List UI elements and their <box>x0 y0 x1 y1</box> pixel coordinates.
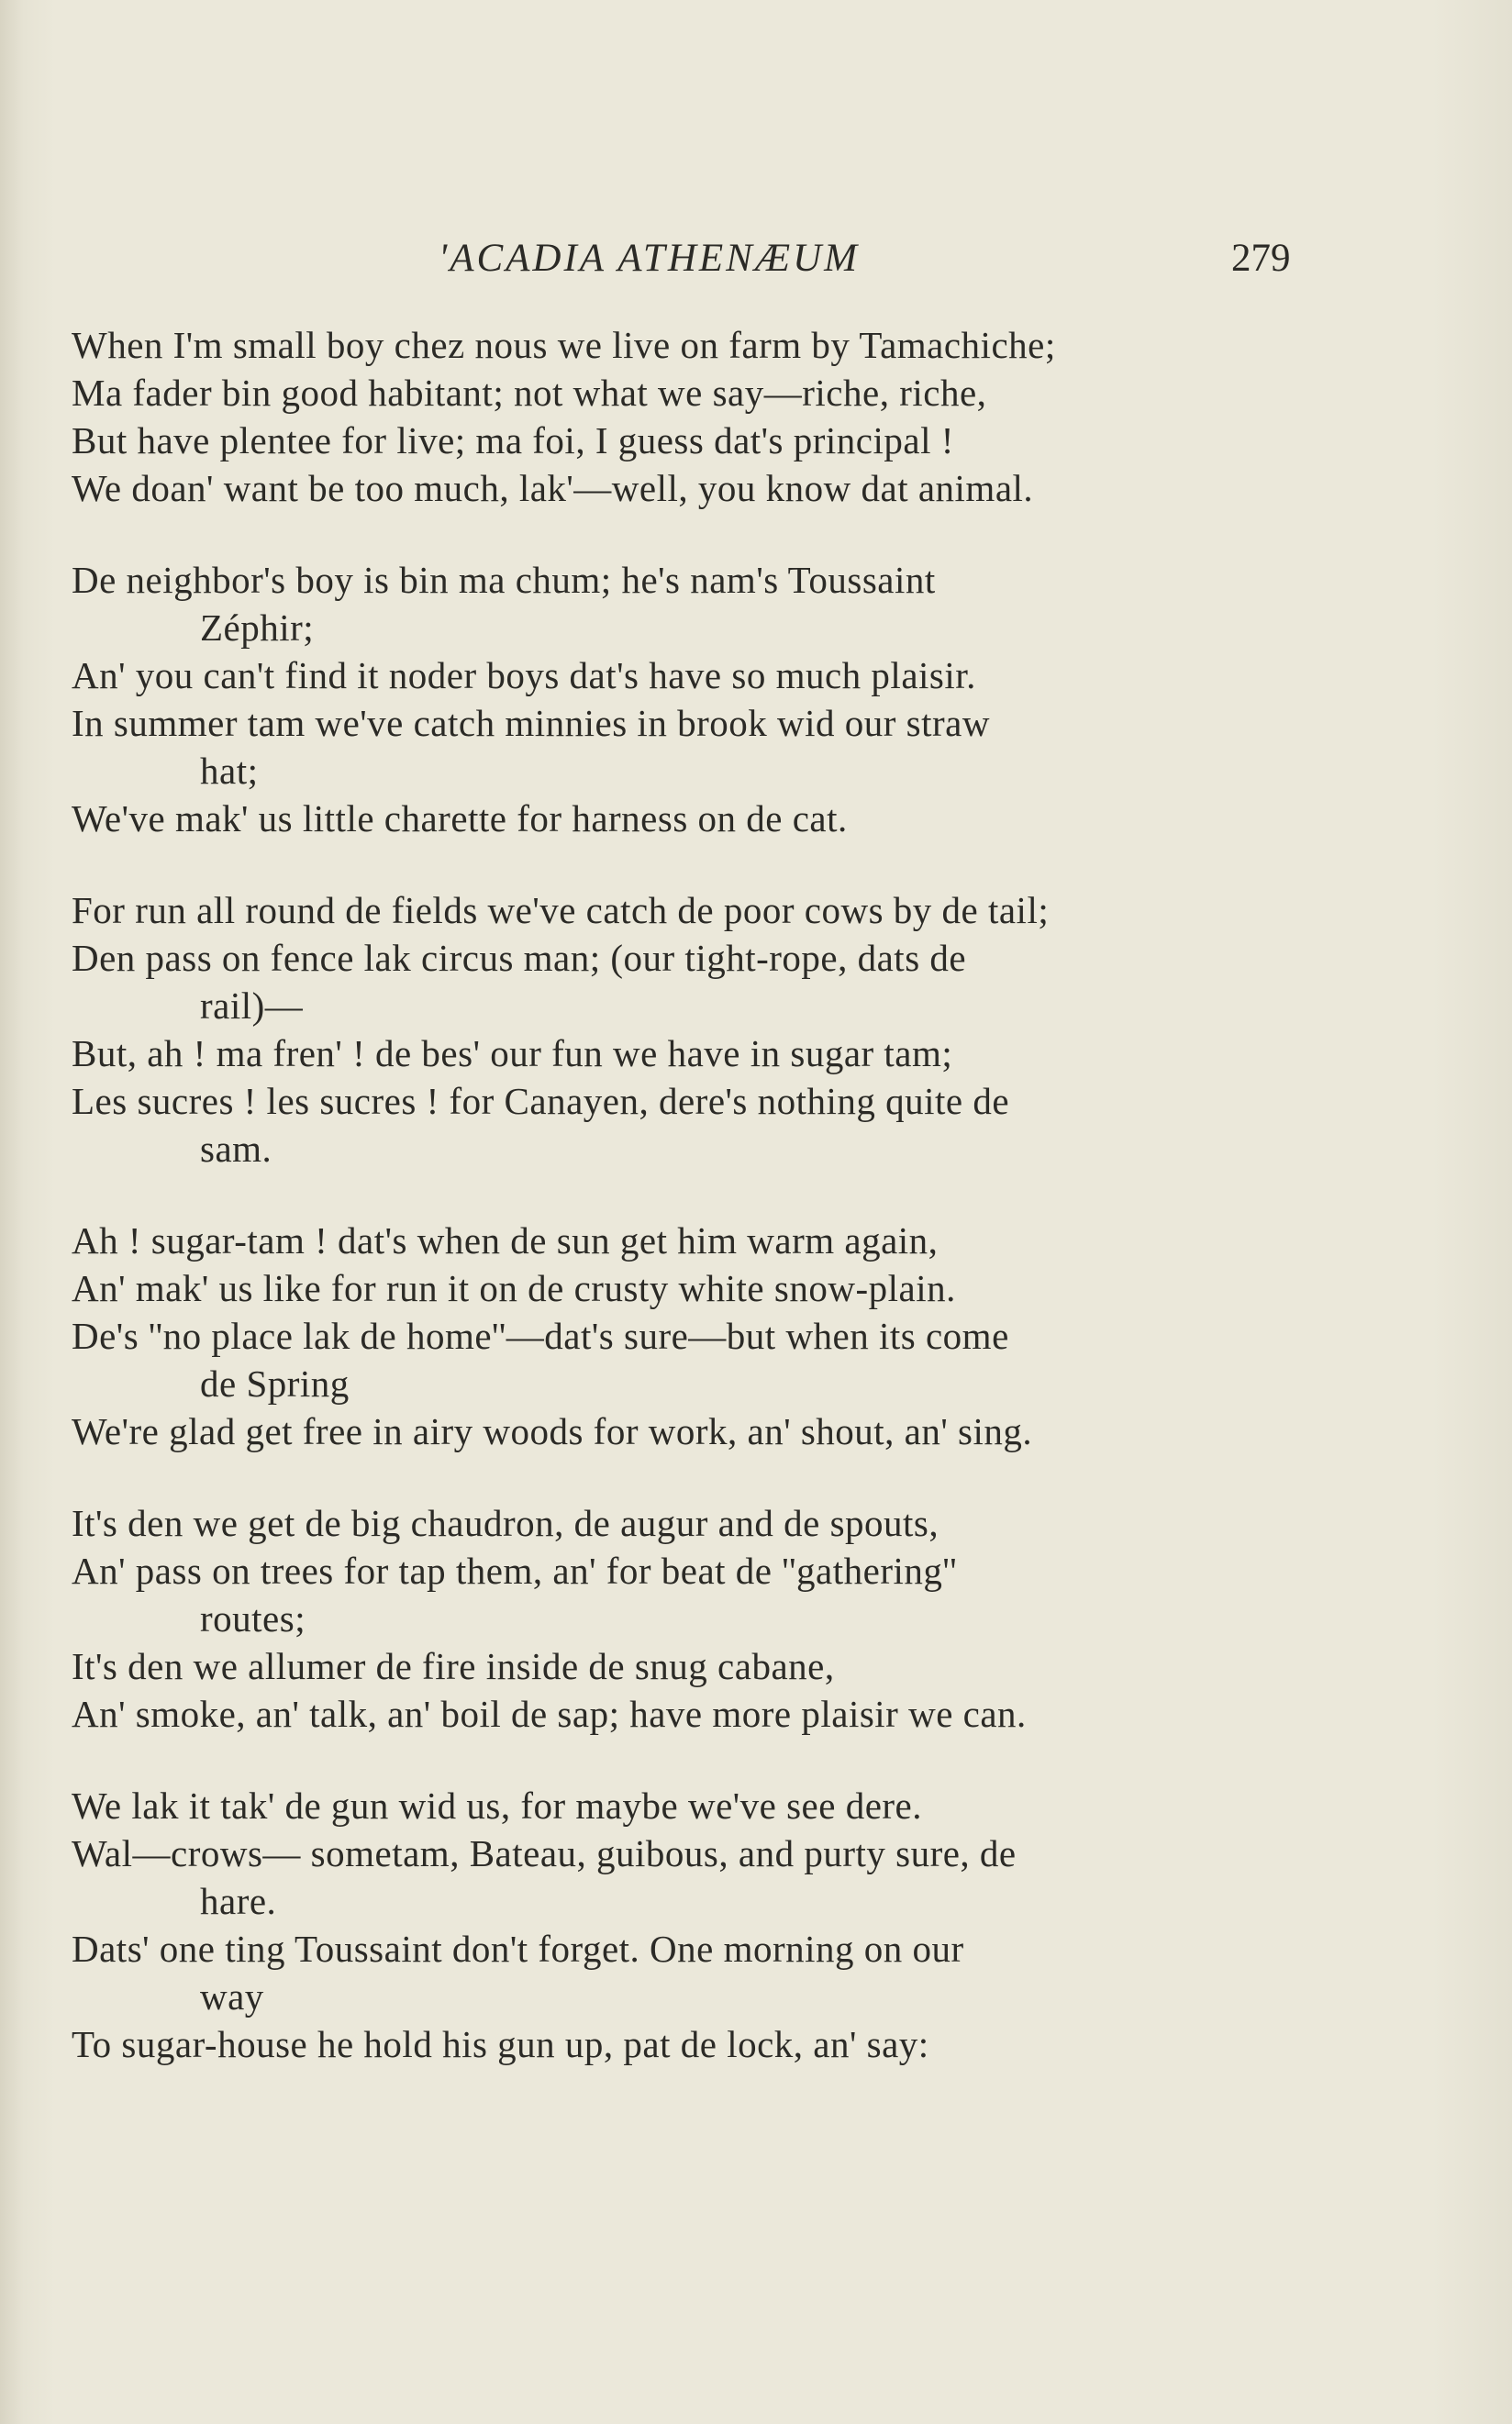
stanza <box>72 1217 1301 1455</box>
stanza <box>72 1499 1301 1738</box>
verse-line: We doan' want be too much, lak'—well, you know dat animal. <box>72 467 1034 509</box>
stanza <box>72 886 1301 1173</box>
verse-line: We lak it tak' de gun wid us, for maybe we've see dere. <box>72 1785 922 1827</box>
verse-line: De neighbor's boy is bin ma chum; he's nam's Toussaint <box>72 559 936 601</box>
verse-line: It's den we get de big chaudron, de augur and de spouts, <box>72 1502 939 1544</box>
verse-line-continuation: hare. <box>200 1880 277 1922</box>
poem <box>72 321 1301 2112</box>
verse-line-continuation: routes; <box>200 1597 306 1640</box>
verse-line: An' you can't find it noder boys dat's have so much plaisir. <box>72 654 976 696</box>
verse-line: Den pass on fence lak circus man; (our tight-rope, dats de <box>72 937 967 979</box>
verse-line: It's den we allumer de fire inside de snug cabane, <box>72 1645 835 1687</box>
verse-line: Ma fader bin good habitant; not what we say—riche, riche, <box>72 372 987 414</box>
verse-line-continuation: Zéphir; <box>200 606 315 649</box>
running-title: 'ACADIA ATHENÆUM <box>439 237 860 280</box>
verse-line: Dats' one ting Toussaint don't forget. One morning on our <box>72 1928 964 1970</box>
stanza <box>72 321 1301 512</box>
verse-line: But have plentee for live; ma foi, I guess dat's principal ! <box>72 419 954 461</box>
verse-line: When I'm small boy chez nous we live on farm by Tamachiche; <box>72 324 1056 366</box>
verse-line-continuation: rail)— <box>200 984 304 1027</box>
verse-line-continuation: hat; <box>200 750 259 792</box>
verse-line: We've mak' us little charette for harness on de cat. <box>72 797 848 840</box>
stanza <box>72 556 1301 842</box>
verse-line: Ah ! sugar-tam ! dat's when de sun get him warm again, <box>72 1219 939 1262</box>
verse-line: An' mak' us like for run it on de crusty white snow-plain. <box>72 1267 956 1309</box>
page-number: 279 <box>1231 237 1291 280</box>
verse-line: Wal—crows— sometam, Bateau, guibous, and purty sure, de <box>72 1832 1017 1874</box>
verse-line: In summer tam we've catch minnies in brook wid our straw <box>72 702 990 744</box>
verse-line-continuation: sam. <box>200 1128 272 1170</box>
verse-line: An' smoke, an' talk, an' boil de sap; have more plaisir we can. <box>72 1693 1027 1735</box>
verse-line: But, ah ! ma fren' ! de bes' our fun we have in sugar tam; <box>72 1032 953 1074</box>
verse-line-continuation: de Spring <box>200 1362 350 1405</box>
verse-line: Les sucres ! les sucres ! for Canayen, dere's nothing quite de <box>72 1080 1010 1122</box>
verse-line: We're glad get free in airy woods for work, an' shout, an' sing. <box>72 1410 1033 1452</box>
stanza <box>72 1782 1301 2068</box>
verse-line: For run all round de fields we've catch de poor cows by de tail; <box>72 889 1050 931</box>
verse-line-continuation: way <box>200 1975 264 2018</box>
verse-line: An' pass on trees for tap them, an' for beat de ''gathering'' <box>72 1550 958 1592</box>
verse-line: De's ''no place lak de home''—dat's sure—but when its come <box>72 1315 1009 1357</box>
running-header <box>0 231 1512 286</box>
verse-line: To sugar-house he hold his gun up, pat de lock, an' say: <box>72 2023 929 2065</box>
